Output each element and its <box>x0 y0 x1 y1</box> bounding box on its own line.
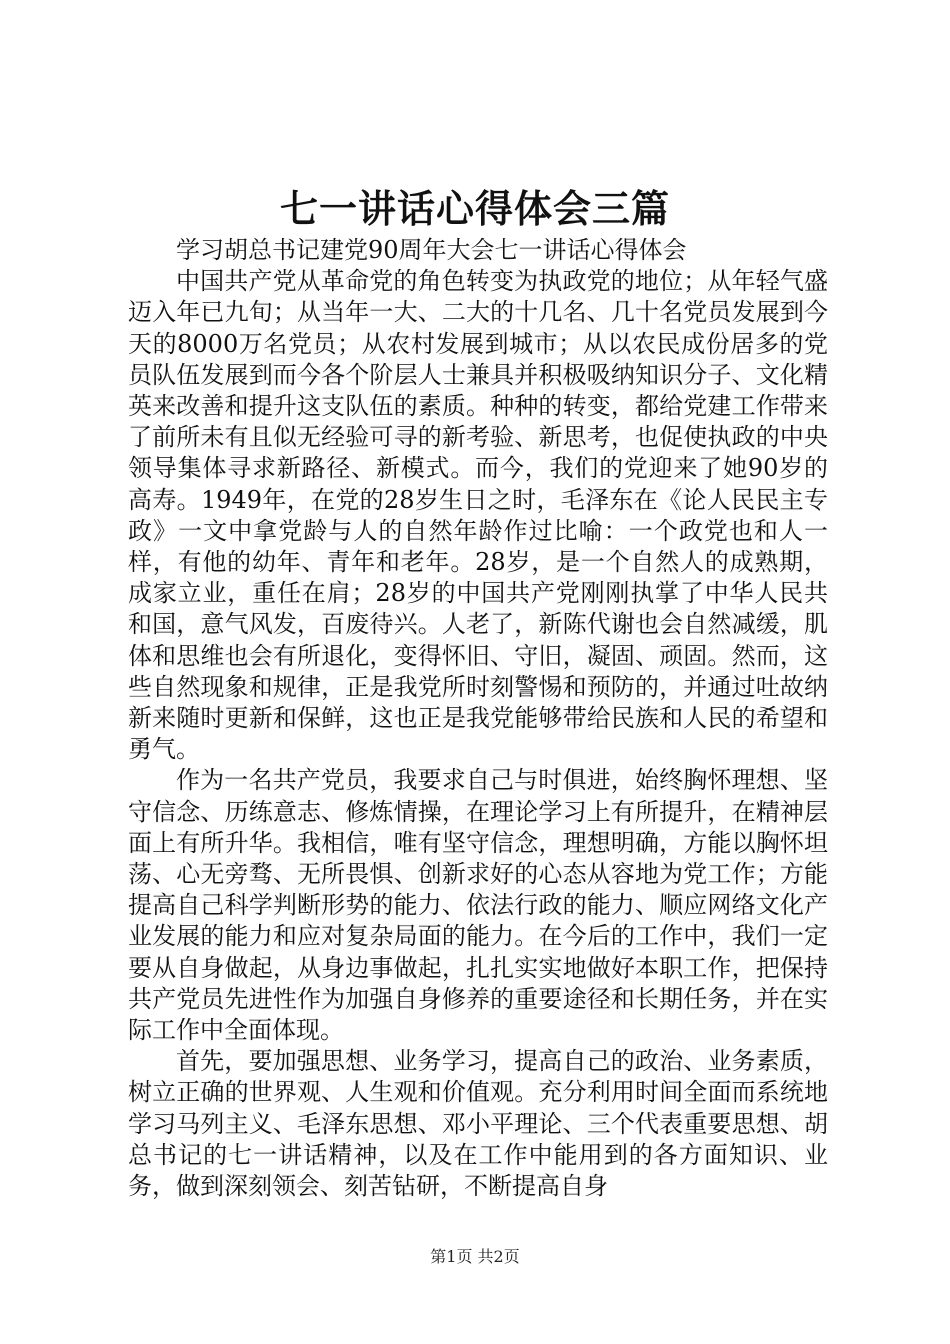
body-paragraph: 首先，要加强思想、业务学习，提高自己的政治、业务素质，树立正确的世界观、人生观和价值观。充分利用时间全面而系统地学习马列主义、毛泽东思想、邓小平理论、三个代表重要思想、胡总书记的七一讲话精神，以及在工作中能用到的各方面知识、业务，做到深刻领会、刻苦钻研，不断提高自身 <box>128 1047 828 1201</box>
document-body <box>128 235 828 1202</box>
body-paragraph: 中国共产党从革命党的角色转变为执政党的地位；从年轻气盛迈入年已九旬；从当年一大、二大的十几名、几十名党员发展到今天的8000万名党员；从农村发展到城市；从以农民成份居多的党员队伍发展到而今各个阶层人士兼具并积极吸纳知识分子、文化精英来改善和提升这支队伍的素质。种种的转变，都给党建工作带来了前所未有且似无经验可寻的新考验、新思考，也促使执政的中央领导集体寻求新路径、新模式。而今，我们的党迎来了她90岁的高寿。1949年，在党的28岁生日之时，毛泽东在《论人民民主专政》一文中拿党龄与人的自然年龄作过比喻：一个政党也和人一样，有他的幼年、青年和老年。28岁，是一个自然人的成熟期，成家立业，重任在肩；28岁的中国共产党刚刚执掌了中华人民共和国，意气风发，百废待兴。人老了，新陈代谢也会自然减缓，肌体和思维也会有所退化，变得怀旧、守旧，凝固、顽固。然而，这些自然现象和规律，正是我党所时刻警惕和预防的，并通过吐故纳新来随时更新和保鲜，这也正是我党能够带给民族和人民的希望和勇气。 <box>128 267 828 764</box>
document-subtitle: 学习胡总书记建党90周年大会七一讲话心得体会 <box>176 236 687 264</box>
page-number-footer: 第1页 共2页 <box>430 1247 520 1266</box>
body-paragraph: 作为一名共产党员，我要求自己与时俱进，始终胸怀理想、坚守信念、历练意志、修炼情操，在理论学习上有所提升，在精神层面上有所升华。我相信，唯有坚守信念，理想明确，方能以胸怀坦荡、心无旁骛、无所畏惧、创新求好的心态从容地为党工作；方能提高自己科学判断形势的能力、依法行政的能力、顺应网络文化产业发展的能力和应对复杂局面的能力。在今后的工作中，我们一定要从自身做起，从身边事做起，扎扎实实地做好本职工作，把保持共产党员先进性作为加强自身修养的重要途径和长期任务，并在实际工作中全面体现。 <box>128 766 828 1045</box>
document-title: 七一讲话心得体会三篇 <box>279 186 670 231</box>
